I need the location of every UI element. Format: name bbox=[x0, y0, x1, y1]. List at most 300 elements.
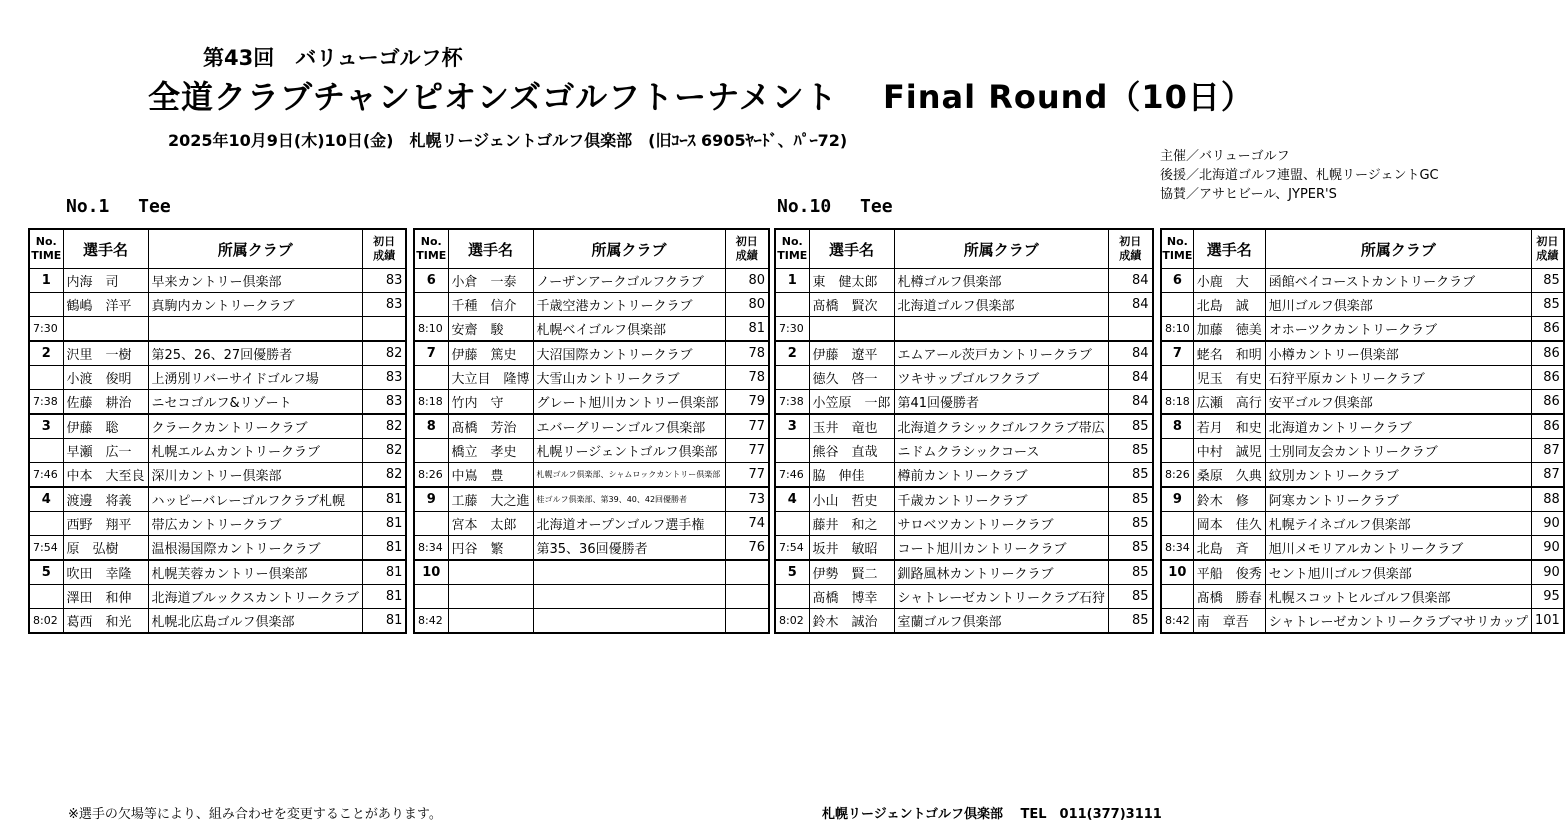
table-row bbox=[414, 439, 769, 463]
first-day-score: 82 bbox=[362, 439, 406, 463]
player-name: 鈴木 修 bbox=[1193, 487, 1265, 512]
player-name: 岡本 佳久 bbox=[1193, 512, 1265, 536]
group-number: 4 bbox=[29, 487, 63, 512]
player-name: 伊藤 篤史 bbox=[448, 341, 533, 366]
sponsor-support: 後援／北海道ゴルフ連盟、札幌リージェントGC bbox=[1160, 168, 1439, 183]
table-row bbox=[1161, 293, 1564, 317]
header-score: 初日 成績 bbox=[362, 229, 406, 269]
player-club: 北海道オープンゴルフ選手権 bbox=[533, 512, 725, 536]
pairings-table bbox=[28, 228, 407, 634]
group-spacer bbox=[414, 366, 448, 390]
group-number: 6 bbox=[414, 269, 448, 293]
header-no-time: No. TIME bbox=[775, 229, 809, 269]
player-name: 広瀬 高行 bbox=[1193, 390, 1265, 415]
player-club: 千歳カントリークラブ bbox=[894, 487, 1108, 512]
tee-time: 8:10 bbox=[414, 317, 448, 342]
group-number: 5 bbox=[775, 560, 809, 585]
table-row bbox=[1161, 439, 1564, 463]
first-day-score: 81 bbox=[362, 585, 406, 609]
group-number: 10 bbox=[414, 560, 448, 585]
player-club: 第35、36回優勝者 bbox=[533, 536, 725, 561]
player-club bbox=[533, 560, 725, 585]
player-club: 早来カントリー倶楽部 bbox=[148, 269, 362, 293]
first-day-score: 81 bbox=[362, 536, 406, 561]
first-day-score: 81 bbox=[362, 560, 406, 585]
first-day-score: 87 bbox=[1531, 463, 1563, 488]
player-club: コート旭川カントリークラブ bbox=[894, 536, 1108, 561]
first-day-score: 85 bbox=[1109, 414, 1153, 439]
group-number: 3 bbox=[29, 414, 63, 439]
group-number: 2 bbox=[775, 341, 809, 366]
first-day-score: 83 bbox=[362, 390, 406, 415]
tee-time: 7:54 bbox=[775, 536, 809, 561]
player-club: 旭川ゴルフ倶楽部 bbox=[1265, 293, 1531, 317]
table-row bbox=[29, 414, 406, 439]
player-club: 札幌スコットヒルゴルフ倶楽部 bbox=[1265, 585, 1531, 609]
table-row bbox=[414, 317, 769, 342]
player-club: オホーツクカントリークラブ bbox=[1265, 317, 1531, 342]
tee-label-1: No.1 Tee bbox=[66, 196, 171, 217]
tee-time: 7:30 bbox=[29, 317, 63, 342]
table-row bbox=[1161, 414, 1564, 439]
table-row bbox=[414, 414, 769, 439]
table-row bbox=[29, 487, 406, 512]
player-name: 渡邊 将義 bbox=[63, 487, 148, 512]
first-day-score: 81 bbox=[362, 609, 406, 634]
player-name: 早瀬 広一 bbox=[63, 439, 148, 463]
player-club: 第41回優勝者 bbox=[894, 390, 1108, 415]
table-row bbox=[29, 585, 406, 609]
player-club: 大沼国際カントリークラブ bbox=[533, 341, 725, 366]
header-no-time: No. TIME bbox=[29, 229, 63, 269]
first-day-score: 73 bbox=[725, 487, 769, 512]
player-name: 髙橋 芳治 bbox=[448, 414, 533, 439]
player-club: セント旭川ゴルフ倶楽部 bbox=[1265, 560, 1531, 585]
table-row bbox=[414, 536, 769, 561]
table-row bbox=[29, 609, 406, 634]
first-day-score: 77 bbox=[725, 439, 769, 463]
player-club bbox=[894, 317, 1108, 342]
header-club: 所属クラブ bbox=[148, 229, 362, 269]
player-name: 沢里 一樹 bbox=[63, 341, 148, 366]
group-spacer bbox=[775, 439, 809, 463]
player-name: 中嶌 豊 bbox=[448, 463, 533, 488]
player-club: 真駒内カントリークラブ bbox=[148, 293, 362, 317]
player-club: 第25、26、27回優勝者 bbox=[148, 341, 362, 366]
table-row bbox=[414, 609, 769, 634]
first-day-score bbox=[725, 585, 769, 609]
first-day-score: 85 bbox=[1109, 536, 1153, 561]
player-club: 旭川メモリアルカントリークラブ bbox=[1265, 536, 1531, 561]
tee-time: 7:54 bbox=[29, 536, 63, 561]
player-name: 鈴木 誠治 bbox=[809, 609, 894, 634]
first-day-score bbox=[1109, 317, 1153, 342]
player-name: 吹田 幸隆 bbox=[63, 560, 148, 585]
first-day-score: 84 bbox=[1109, 341, 1153, 366]
group-number: 7 bbox=[414, 341, 448, 366]
group-spacer bbox=[29, 366, 63, 390]
group-number: 5 bbox=[29, 560, 63, 585]
player-club: ハッピーバレーゴルフクラブ札幌 bbox=[148, 487, 362, 512]
footer-note: ※選手の欠場等により、組み合わせを変更することがあります。 bbox=[68, 807, 442, 822]
group-spacer bbox=[414, 439, 448, 463]
header-club: 所属クラブ bbox=[1265, 229, 1531, 269]
player-name: 西野 翔平 bbox=[63, 512, 148, 536]
group-spacer bbox=[775, 293, 809, 317]
group-number: 3 bbox=[775, 414, 809, 439]
player-club: 北海道ゴルフ倶楽部 bbox=[894, 293, 1108, 317]
player-name: 小山 哲史 bbox=[809, 487, 894, 512]
first-day-score bbox=[362, 317, 406, 342]
pairings-table bbox=[774, 228, 1154, 634]
first-day-score: 87 bbox=[1531, 439, 1563, 463]
first-day-score: 81 bbox=[362, 487, 406, 512]
first-day-score: 86 bbox=[1531, 414, 1563, 439]
first-day-score: 95 bbox=[1531, 585, 1563, 609]
table-row bbox=[775, 390, 1153, 415]
first-day-score: 84 bbox=[1109, 269, 1153, 293]
player-name: 小渡 俊明 bbox=[63, 366, 148, 390]
table-row bbox=[29, 390, 406, 415]
player-club: 札幌芙蓉カントリー倶楽部 bbox=[148, 560, 362, 585]
table-row bbox=[775, 293, 1153, 317]
table-row bbox=[1161, 487, 1564, 512]
header-no-time: No. TIME bbox=[414, 229, 448, 269]
player-name: 安齋 駿 bbox=[448, 317, 533, 342]
player-name: 脇 伸佳 bbox=[809, 463, 894, 488]
group-number: 2 bbox=[29, 341, 63, 366]
group-spacer bbox=[414, 293, 448, 317]
tee-time: 7:46 bbox=[775, 463, 809, 488]
player-name: 小倉 一泰 bbox=[448, 269, 533, 293]
player-club: クラークカントリークラブ bbox=[148, 414, 362, 439]
table-row bbox=[775, 536, 1153, 561]
table-row bbox=[29, 560, 406, 585]
first-day-score: 77 bbox=[725, 463, 769, 488]
player-club: ツキサップゴルフクラブ bbox=[894, 366, 1108, 390]
tournament-title: 全道クラブチャンピオンズゴルフトーナメント Final Round（10日） bbox=[148, 78, 1254, 116]
header-score: 初日 成績 bbox=[1109, 229, 1153, 269]
first-day-score: 83 bbox=[362, 269, 406, 293]
table-row bbox=[1161, 536, 1564, 561]
table-row bbox=[29, 512, 406, 536]
tee-time: 7:46 bbox=[29, 463, 63, 488]
tee-label-10: No.10 Tee bbox=[777, 196, 893, 217]
tee-time: 8:02 bbox=[775, 609, 809, 634]
first-day-score: 78 bbox=[725, 366, 769, 390]
first-day-score: 85 bbox=[1531, 269, 1563, 293]
header-score: 初日 成績 bbox=[725, 229, 769, 269]
player-name: 平船 俊秀 bbox=[1193, 560, 1265, 585]
table-row bbox=[1161, 390, 1564, 415]
player-name: 橋立 孝史 bbox=[448, 439, 533, 463]
table-row bbox=[1161, 512, 1564, 536]
tee-time: 7:38 bbox=[29, 390, 63, 415]
player-club: 札幌テイネゴルフ倶楽部 bbox=[1265, 512, 1531, 536]
first-day-score: 81 bbox=[725, 317, 769, 342]
group-spacer bbox=[29, 293, 63, 317]
tee-time: 8:26 bbox=[1161, 463, 1193, 488]
group-spacer bbox=[1161, 293, 1193, 317]
player-name bbox=[63, 317, 148, 342]
player-club: 上湧別リバーサイドゴルフ場 bbox=[148, 366, 362, 390]
tee-time: 8:18 bbox=[414, 390, 448, 415]
player-name: 加藤 徳美 bbox=[1193, 317, 1265, 342]
player-name: 伊勢 賢二 bbox=[809, 560, 894, 585]
pairings-table bbox=[1160, 228, 1565, 634]
first-day-score: 82 bbox=[362, 463, 406, 488]
player-club: 釧路風林カントリークラブ bbox=[894, 560, 1108, 585]
table-row bbox=[775, 341, 1153, 366]
first-day-score: 82 bbox=[362, 414, 406, 439]
player-name: 葛西 和光 bbox=[63, 609, 148, 634]
player-club: 石狩平原カントリークラブ bbox=[1265, 366, 1531, 390]
first-day-score: 86 bbox=[1531, 366, 1563, 390]
first-day-score: 86 bbox=[1531, 317, 1563, 342]
first-day-score: 76 bbox=[725, 536, 769, 561]
tee-time: 8:26 bbox=[414, 463, 448, 488]
table-row bbox=[775, 487, 1153, 512]
player-club: 樽前カントリークラブ bbox=[894, 463, 1108, 488]
player-club: 札樽ゴルフ倶楽部 bbox=[894, 269, 1108, 293]
first-day-score: 90 bbox=[1531, 536, 1563, 561]
table-row bbox=[775, 317, 1153, 342]
player-name: 工藤 大之進 bbox=[448, 487, 533, 512]
player-name: 北島 斉 bbox=[1193, 536, 1265, 561]
table-row bbox=[1161, 366, 1564, 390]
group-spacer bbox=[414, 585, 448, 609]
table-row bbox=[29, 317, 406, 342]
group-number: 7 bbox=[1161, 341, 1193, 366]
group-spacer bbox=[775, 366, 809, 390]
table-row bbox=[1161, 341, 1564, 366]
player-name: 小笠原 一郎 bbox=[809, 390, 894, 415]
first-day-score: 83 bbox=[362, 366, 406, 390]
table-row bbox=[414, 366, 769, 390]
group-spacer bbox=[1161, 439, 1193, 463]
group-spacer bbox=[414, 512, 448, 536]
table-row bbox=[29, 293, 406, 317]
header-score: 初日 成績 bbox=[1531, 229, 1563, 269]
player-club: 札幌リージェントゴルフ倶楽部 bbox=[533, 439, 725, 463]
group-number: 9 bbox=[1161, 487, 1193, 512]
table-row bbox=[414, 463, 769, 488]
group-spacer bbox=[29, 585, 63, 609]
group-number: 9 bbox=[414, 487, 448, 512]
player-club: エムアール茨戸カントリークラブ bbox=[894, 341, 1108, 366]
player-name: 蛯名 和明 bbox=[1193, 341, 1265, 366]
player-name: 東 健太郎 bbox=[809, 269, 894, 293]
group-number: 4 bbox=[775, 487, 809, 512]
table-row bbox=[1161, 269, 1564, 293]
first-day-score bbox=[725, 560, 769, 585]
player-club: 士別同友会カントリークラブ bbox=[1265, 439, 1531, 463]
first-day-score: 82 bbox=[362, 341, 406, 366]
first-day-score: 85 bbox=[1109, 560, 1153, 585]
player-name: 宮本 太郎 bbox=[448, 512, 533, 536]
player-name: 児玉 有史 bbox=[1193, 366, 1265, 390]
first-day-score: 81 bbox=[362, 512, 406, 536]
group-number: 8 bbox=[1161, 414, 1193, 439]
first-day-score: 83 bbox=[362, 293, 406, 317]
player-name bbox=[809, 317, 894, 342]
player-name: 中村 誠児 bbox=[1193, 439, 1265, 463]
player-name: 髙橋 賢次 bbox=[809, 293, 894, 317]
group-number: 1 bbox=[775, 269, 809, 293]
table-row bbox=[414, 341, 769, 366]
table-row bbox=[775, 366, 1153, 390]
player-club: シャトレーゼカントリークラブマサリカップ bbox=[1265, 609, 1531, 634]
group-spacer bbox=[775, 512, 809, 536]
first-day-score: 80 bbox=[725, 269, 769, 293]
first-day-score: 79 bbox=[725, 390, 769, 415]
player-club: 大雪山カントリークラブ bbox=[533, 366, 725, 390]
player-club: 札幌ゴルフ倶楽部、シャムロックカントリー倶楽部 bbox=[533, 463, 725, 488]
first-day-score: 85 bbox=[1109, 439, 1153, 463]
player-club: 小樽カントリー倶楽部 bbox=[1265, 341, 1531, 366]
player-name: 内海 司 bbox=[63, 269, 148, 293]
player-name: 桑原 久典 bbox=[1193, 463, 1265, 488]
player-club: エバーグリーンゴルフ倶楽部 bbox=[533, 414, 725, 439]
player-name: 熊谷 直哉 bbox=[809, 439, 894, 463]
player-club: シャトレーゼカントリークラブ石狩 bbox=[894, 585, 1108, 609]
table-row bbox=[414, 269, 769, 293]
table-row bbox=[1161, 317, 1564, 342]
first-day-score: 85 bbox=[1109, 512, 1153, 536]
table-row bbox=[775, 414, 1153, 439]
header-club: 所属クラブ bbox=[533, 229, 725, 269]
first-day-score: 78 bbox=[725, 341, 769, 366]
group-number: 10 bbox=[1161, 560, 1193, 585]
first-day-score: 101 bbox=[1531, 609, 1563, 634]
player-name: 千種 信介 bbox=[448, 293, 533, 317]
player-name: 徳久 啓一 bbox=[809, 366, 894, 390]
table-row bbox=[29, 439, 406, 463]
player-name bbox=[448, 560, 533, 585]
player-club: 温根湯国際カントリークラブ bbox=[148, 536, 362, 561]
player-club: ニドムクラシックコース bbox=[894, 439, 1108, 463]
player-name: 若月 和史 bbox=[1193, 414, 1265, 439]
player-name: 大立目 隆博 bbox=[448, 366, 533, 390]
player-club: 紋別カントリークラブ bbox=[1265, 463, 1531, 488]
player-club: 安平ゴルフ倶楽部 bbox=[1265, 390, 1531, 415]
first-day-score: 85 bbox=[1109, 487, 1153, 512]
header-no-time: No. TIME bbox=[1161, 229, 1193, 269]
sponsor-host: 主催／バリューゴルフ bbox=[1160, 149, 1290, 164]
tournament-subtitle: 第43回 バリューゴルフ杯 bbox=[203, 46, 463, 70]
player-name: 玉井 竜也 bbox=[809, 414, 894, 439]
first-day-score: 88 bbox=[1531, 487, 1563, 512]
tee-time: 8:34 bbox=[414, 536, 448, 561]
first-day-score: 86 bbox=[1531, 390, 1563, 415]
table-row bbox=[414, 293, 769, 317]
player-name: 坂井 敏昭 bbox=[809, 536, 894, 561]
table-row bbox=[414, 487, 769, 512]
table-row bbox=[29, 366, 406, 390]
player-name: 伊藤 聡 bbox=[63, 414, 148, 439]
player-club: 札幌ベイゴルフ倶楽部 bbox=[533, 317, 725, 342]
group-spacer bbox=[775, 585, 809, 609]
tee-time: 8:10 bbox=[1161, 317, 1193, 342]
first-day-score: 85 bbox=[1109, 463, 1153, 488]
player-name bbox=[448, 609, 533, 634]
player-club: 帯広カントリークラブ bbox=[148, 512, 362, 536]
tee-time: 8:42 bbox=[414, 609, 448, 634]
player-name: 澤田 和伸 bbox=[63, 585, 148, 609]
table-row bbox=[1161, 560, 1564, 585]
table-row bbox=[1161, 609, 1564, 634]
first-day-score: 84 bbox=[1109, 293, 1153, 317]
sponsor-cooperation: 協賛／アサヒビール、JYPER'S bbox=[1160, 187, 1337, 202]
table-row bbox=[775, 560, 1153, 585]
group-spacer bbox=[1161, 512, 1193, 536]
header-player: 選手名 bbox=[1193, 229, 1265, 269]
player-club: 深川カントリー倶楽部 bbox=[148, 463, 362, 488]
first-day-score: 74 bbox=[725, 512, 769, 536]
player-club: サロベツカントリークラブ bbox=[894, 512, 1108, 536]
table-row bbox=[775, 585, 1153, 609]
tee-time: 8:34 bbox=[1161, 536, 1193, 561]
table-row bbox=[1161, 585, 1564, 609]
first-day-score: 86 bbox=[1531, 341, 1563, 366]
table-row bbox=[414, 585, 769, 609]
first-day-score: 85 bbox=[1109, 609, 1153, 634]
header-player: 選手名 bbox=[809, 229, 894, 269]
player-club: 札幌エルムカントリークラブ bbox=[148, 439, 362, 463]
group-spacer bbox=[29, 439, 63, 463]
player-name: 原 弘樹 bbox=[63, 536, 148, 561]
player-name bbox=[448, 585, 533, 609]
tee-time: 7:38 bbox=[775, 390, 809, 415]
group-number: 1 bbox=[29, 269, 63, 293]
player-club: 桂ゴルフ倶楽部、第39、40、42回優勝者 bbox=[533, 487, 725, 512]
player-club: 函館ベイコーストカントリークラブ bbox=[1265, 269, 1531, 293]
player-name: 竹内 守 bbox=[448, 390, 533, 415]
table-row bbox=[414, 512, 769, 536]
header-player: 選手名 bbox=[63, 229, 148, 269]
first-day-score: 80 bbox=[725, 293, 769, 317]
player-name: 髙橋 博幸 bbox=[809, 585, 894, 609]
tee-time: 8:18 bbox=[1161, 390, 1193, 415]
table-row bbox=[414, 390, 769, 415]
tee-time: 8:02 bbox=[29, 609, 63, 634]
first-day-score: 85 bbox=[1531, 293, 1563, 317]
player-name: 南 章吾 bbox=[1193, 609, 1265, 634]
player-name: 藤井 和之 bbox=[809, 512, 894, 536]
first-day-score: 84 bbox=[1109, 366, 1153, 390]
player-club: 北海道ブルックスカントリークラブ bbox=[148, 585, 362, 609]
player-name: 鶴嶋 洋平 bbox=[63, 293, 148, 317]
first-day-score: 90 bbox=[1531, 512, 1563, 536]
first-day-score: 77 bbox=[725, 414, 769, 439]
player-name: 北島 誠 bbox=[1193, 293, 1265, 317]
player-club: 札幌北広島ゴルフ倶楽部 bbox=[148, 609, 362, 634]
player-name: 円谷 繁 bbox=[448, 536, 533, 561]
table-row bbox=[1161, 463, 1564, 488]
tournament-info: 2025年10月9日(木)10日(金) 札幌リージェントゴルフ倶楽部 (旧ｺｰｽ 6905ﾔｰﾄﾞ、ﾊﾟｰ72) bbox=[168, 131, 848, 150]
tee-time: 8:42 bbox=[1161, 609, 1193, 634]
player-club bbox=[533, 585, 725, 609]
table-row bbox=[414, 560, 769, 585]
player-name: 伊藤 遼平 bbox=[809, 341, 894, 366]
player-club bbox=[148, 317, 362, 342]
player-club: 北海道クラシックゴルフクラブ帯広 bbox=[894, 414, 1108, 439]
player-club: ニセコゴルフ&リゾート bbox=[148, 390, 362, 415]
group-spacer bbox=[29, 512, 63, 536]
table-row bbox=[775, 609, 1153, 634]
table-row bbox=[29, 269, 406, 293]
table-row bbox=[775, 439, 1153, 463]
